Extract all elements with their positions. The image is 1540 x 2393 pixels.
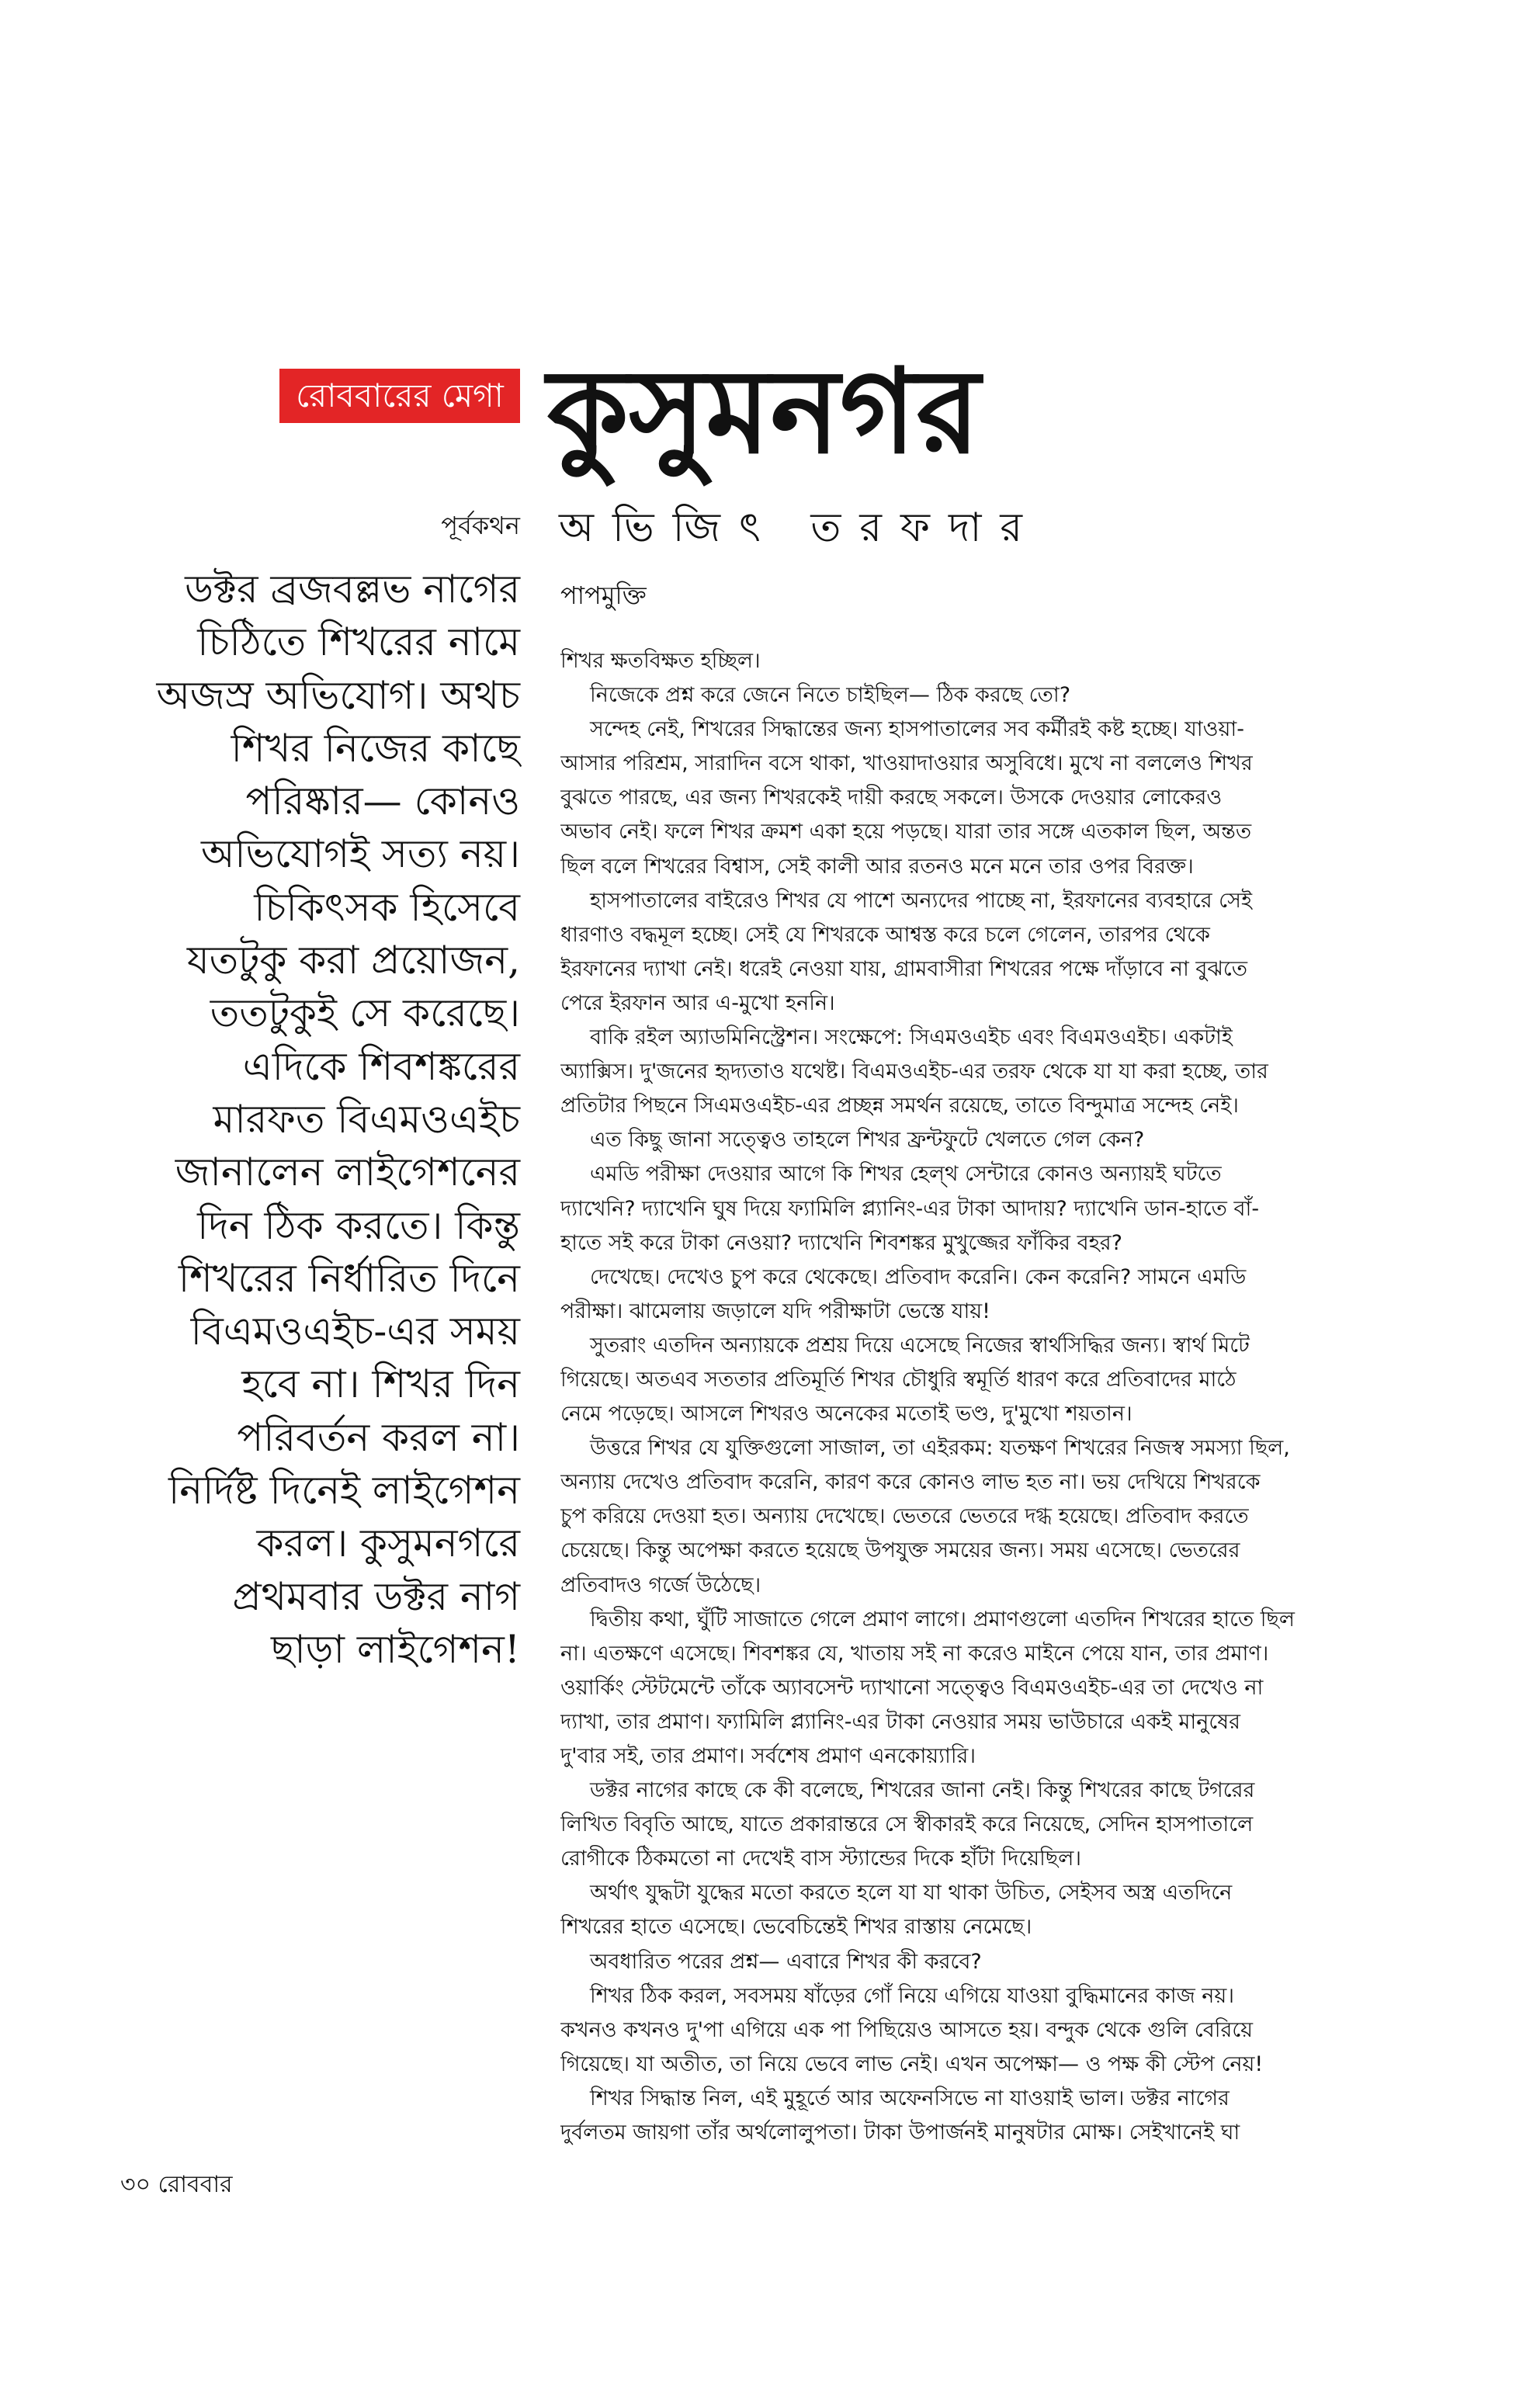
body-line: নিজেকে প্রশ্ন করে জেনে নিতে চাইছিল— ঠিক করছে তো? bbox=[590, 683, 1071, 708]
summary-line: পরিষ্কার— কোনও bbox=[245, 779, 520, 824]
body-line: চেয়েছে। কিন্তু অপেক্ষা করতে হয়েছে উপযুক্ত সময়ের জন্য। সময় এসেছে। ভেতরের bbox=[560, 1538, 1240, 1563]
summary-line: শিখরের নির্ধারিত দিনে bbox=[178, 1255, 520, 1301]
body-line: শিখর ঠিক করল, সবসময় ষাঁড়ের গোঁ নিয়ে এগিয়ে যাওয়া বুদ্ধিমানের কাজ নয়। bbox=[590, 1983, 1234, 2008]
story-body bbox=[560, 644, 1399, 2150]
body-line: অন্যায় দেখেও প্রতিবাদ করেনি, কারণ করে কোনও লাভ হত না। ভয় দেখিয়ে শিখরকে bbox=[560, 1470, 1261, 1495]
body-line: দ্যাখেনি? দ্যাখেনি ঘুষ দিয়ে ফ্যামিলি প্ল্যানিং-এর টাকা আদায়? দ্যাখেনি ডান-হাতে বাঁ- bbox=[560, 1196, 1260, 1221]
summary-line: নির্দিষ্ট দিনেই লাইগেশন bbox=[168, 1468, 520, 1514]
body-line: গিয়েছে। যা অতীত, তা নিয়ে ভেবে লাভ নেই। এখন অপেক্ষা— ও পক্ষ কী স্টেপ নেয়! bbox=[560, 2051, 1264, 2076]
body-line: ওয়ার্কিং স্টেটমেন্টে তাঁকে অ্যাবসেন্ট দ্যাখানো সত্ত্বেও বিএমওএইচ-এর তা দেখেও না bbox=[560, 1675, 1264, 1700]
summary-line: অজস্র অভিযোগ। অথচ bbox=[156, 672, 520, 718]
summary-line: পরিবর্তন করল না। bbox=[237, 1414, 520, 1460]
body-line: না। এতক্ষণে এসেছে। শিবশঙ্কর যে, খাতায় সই না করেও মাইনে পেয়ে যান, তার প্রমাণ। bbox=[560, 1641, 1269, 1666]
body-line: পেরে ইরফান আর এ-মুখো হননি। bbox=[560, 990, 835, 1015]
body-line: অভাব নেই। ফলে শিখর ক্রমশ একা হয়ে পড়ছে। যারা তার সঙ্গে এতকাল ছিল, অন্তত bbox=[560, 820, 1252, 844]
summary-line: ততটুকুই সে করেছে। bbox=[210, 990, 520, 1036]
body-line: কখনও কখনও দু'পা এগিয়ে এক পা পিছিয়েও আসতে হয়। বন্দুক থেকে গুলি বেরিয়ে bbox=[560, 2017, 1254, 2042]
summary-line: অভিযোগই সত্য নয়। bbox=[200, 831, 520, 877]
prologue-label: পূর্বকথন bbox=[441, 511, 520, 540]
body-line: ডক্টর নাগের কাছে কে কী বলেছে, শিখরের জানা নেই। কিন্তু শিখরের কাছে টগরের bbox=[590, 1778, 1255, 1803]
body-line: দেখেছে। দেখেও চুপ করে থেকেছে। প্রতিবাদ করেনি। কেন করেনি? সামনে এমডি bbox=[590, 1264, 1247, 1289]
summary-line: দিন ঠিক করতে। কিন্তু bbox=[197, 1202, 520, 1248]
body-line: রোগীকে ঠিকমতো না দেখেই বাস স্ট্যান্ডের দিকে হাঁটা দিয়েছিল। bbox=[560, 1847, 1081, 1871]
body-line: হাতে সই করে টাকা নেওয়া? দ্যাখেনি শিবশঙ্কর মুখুজ্জের ফাঁকির বহর? bbox=[560, 1230, 1122, 1255]
body-line: প্রতিবাদও গর্জে উঠেছে। bbox=[560, 1573, 761, 1597]
body-line: আসার পরিশ্রম, সারাদিন বসে থাকা, খাওয়াদাওয়ার অসুবিধে। মুখে না বললেও শিখর bbox=[560, 751, 1253, 776]
summary-line: চিঠিতে শিখরের নামে bbox=[197, 619, 520, 665]
summary-line: এদিকে শিবশঙ্করের bbox=[242, 1043, 520, 1089]
body-line: চুপ করিয়ে দেওয়া হত। অন্যায় দেখেছে। ভেতরে ভেতরে দগ্ধ হয়েছে। প্রতিবাদ করতে bbox=[560, 1504, 1249, 1529]
summary-line: জানালেন লাইগেশনের bbox=[175, 1150, 520, 1195]
body-line: দ্যাখা, তার প্রমাণ। ফ্যামিলি প্ল্যানিং-এর টাকা নেওয়ার সময় ভাউচারে একই মানুষের bbox=[560, 1709, 1240, 1734]
body-line: লিখিত বিবৃতি আছে, যাতে প্রকারান্তরে সে স্বীকারই করে নিয়েছে, সেদিন হাসপাতালে bbox=[560, 1812, 1254, 1837]
body-line: বুঝতে পারছে, এর জন্য শিখরকেই দায়ী করছে সকলে। উসকে দেওয়ার লোকেরও bbox=[560, 786, 1223, 810]
body-line: অর্থাৎ যুদ্ধটা যুদ্ধের মতো করতে হলে যা যা থাকা উচিত, সেইসব অস্ত্র এতদিনে bbox=[590, 1881, 1233, 1906]
summary-line: প্রথমবার ডক্টর নাগ bbox=[232, 1573, 520, 1619]
summary-line: শিখর নিজের কাছে bbox=[231, 725, 520, 771]
prologue-summary bbox=[116, 563, 520, 1676]
body-line: বাকি রইল অ্যাডমিনিস্ট্রেশন। সংক্ষেপে: সিএমওএইচ এবং বিএমওএইচ। একটাই bbox=[590, 1025, 1233, 1050]
summary-line: বিএমওএইচ-এর সময় bbox=[190, 1309, 520, 1354]
body-line: প্রতিটার পিছনে সিএমওএইচ-এর প্রচ্ছন্ন সমর্থন রয়েছে, তাতে বিন্দুমাত্র সন্দেহ নেই। bbox=[560, 1094, 1239, 1118]
body-line: গিয়েছে। অতএব সততার প্রতিমূর্তি শিখর চৌধুরি স্বমূর্তি ধারণ করে প্রতিবাদের মাঠে bbox=[560, 1367, 1237, 1392]
summary-line: মারফত বিএমওএইচ bbox=[213, 1096, 520, 1142]
summary-line: ছাড়া লাইগেশন! bbox=[270, 1626, 520, 1672]
series-tag: রোববারের মেগা bbox=[279, 369, 520, 423]
chapter-title: পাপমুক্তি bbox=[560, 581, 647, 610]
body-line: উত্তরে শিখর যে যুক্তিগুলো সাজাল, তা এইরকম: যতক্ষণ শিখরের নিজস্ব সমস্যা ছিল, bbox=[590, 1436, 1290, 1461]
story-title: কুসুমনগর bbox=[547, 343, 980, 480]
summary-line: হবে না। শিখর দিন bbox=[241, 1361, 520, 1407]
body-line: হাসপাতালের বাইরেও শিখর যে পাশে অন্যদের পাচ্ছে না, ইরফানের ব্যবহারে সেই bbox=[590, 888, 1253, 913]
summary-line: চিকিৎসক হিসেবে bbox=[254, 884, 520, 930]
body-line: দ্বিতীয় কথা, ঘুঁটি সাজাতে গেলে প্রমাণ লাগে। প্রমাণগুলো এতদিন শিখরের হাতে ছিল bbox=[590, 1607, 1295, 1632]
body-line: অ্যাক্সিস। দু'জনের হৃদ্যতাও যথেষ্ট। বিএমওএইচ-এর তরফ থেকে যা যা করা হচ্ছে, তার bbox=[560, 1060, 1268, 1084]
summary-line: ডক্টর ব্রজবল্লভ নাগের bbox=[185, 567, 520, 612]
page-number: ৩০ রোববার bbox=[120, 2171, 233, 2198]
body-line: শিখর ক্ষতবিক্ষত হচ্ছিল। bbox=[560, 649, 761, 673]
body-line: এত কিছু জানা সত্ত্বেও তাহলে শিখর ফ্রন্টফুটে খেলতে গেল কেন? bbox=[590, 1128, 1145, 1153]
summary-line: যতটুকু করা প্রয়োজন, bbox=[186, 938, 520, 983]
body-line: শিখরের হাতে এসেছে। ভেবেচিন্তেই শিখর রাস্তায় নেমেছে। bbox=[560, 1915, 1032, 1940]
body-line: শিখর সিদ্ধান্ত নিল, এই মুহূর্তে আর অফেনসিভে না যাওয়াই ভাল। ডক্টর নাগের bbox=[590, 2086, 1230, 2110]
body-line: ধারণাও বদ্ধমূল হচ্ছে। সেই যে শিখরকে আশ্বস্ত করে চলে গেলেন, তারপর থেকে bbox=[560, 922, 1210, 947]
body-line: ছিল বলে শিখরের বিশ্বাস, সেই কালী আর রতনও মনে মনে তার ওপর বিরক্ত। bbox=[560, 854, 1194, 879]
body-line: দুর্বলতম জায়গা তাঁর অর্থলোলুপতা। টাকা উপার্জনই মানুষটার মোক্ষ। সেইখানেই ঘা bbox=[560, 2121, 1240, 2145]
author-name: অভিজিৎ তরফদার bbox=[559, 505, 1042, 551]
summary-line: করল। কুসুমনগরে bbox=[256, 1521, 520, 1566]
body-line: এমডি পরীক্ষা দেওয়ার আগে কি শিখর হেল্‌থ সেন্টারে কোনও অন্যায়ই ঘটতে bbox=[590, 1162, 1222, 1187]
body-line: সন্দেহ নেই, শিখরের সিদ্ধান্তের জন্য হাসপাতালের সব কর্মীরই কষ্ট হচ্ছে। যাওয়া- bbox=[590, 717, 1244, 742]
body-line: ইরফানের দ্যাখা নেই। ধরেই নেওয়া যায়, গ্রামবাসীরা শিখরের পক্ষে দাঁড়াবে না বুঝতে bbox=[560, 956, 1247, 981]
body-line: দু'বার সই, তার প্রমাণ। সর্বশেষ প্রমাণ এনকোয়্যারি। bbox=[560, 1744, 976, 1768]
body-line: অবধারিত পরের প্রশ্ন— এবারে শিখর কী করবে? bbox=[590, 1949, 982, 1974]
body-line: সুতরাং এতদিন অন্যায়কে প্রশ্রয় দিয়ে এসেছে নিজের স্বার্থসিদ্ধির জন্য। স্বার্থ মিটে bbox=[590, 1333, 1250, 1358]
body-line: নেমে পড়েছে। আসলে শিখরও অনেকের মতোই ভণ্ড, দু'মুখো শয়তান। bbox=[560, 1402, 1132, 1427]
body-line: পরীক্ষা। ঝামেলায় জড়ালে যদি পরীক্ষাটা ভেস্তে যায়! bbox=[560, 1299, 991, 1323]
